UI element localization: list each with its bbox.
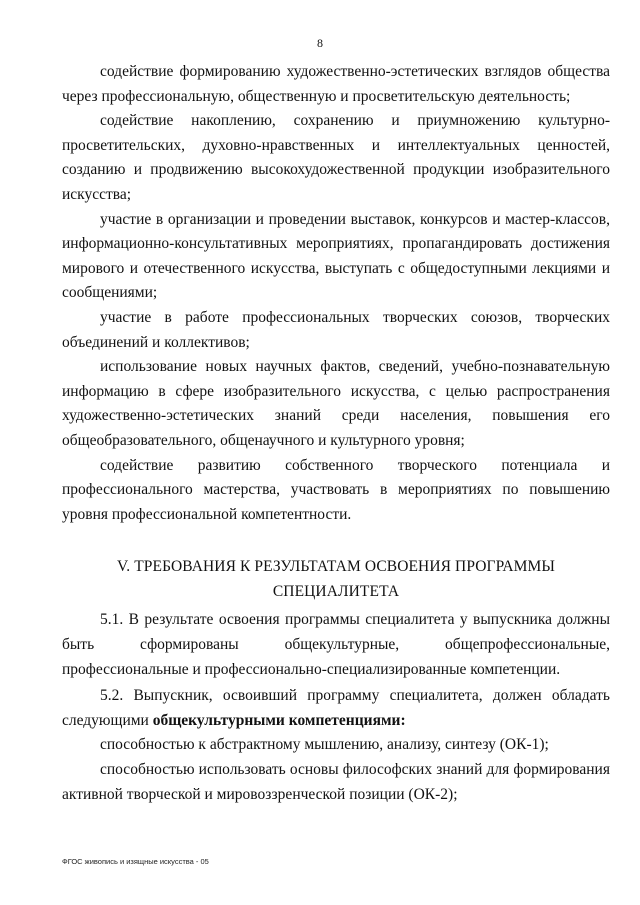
paragraph-5-2-bold: общекультурными компетенциями:: [152, 711, 406, 729]
section-heading-line1: V. ТРЕБОВАНИЯ К РЕЗУЛЬТАТАМ ОСВОЕНИЯ ПРОГРАММЫ: [116, 558, 556, 576]
page-footer: ФГОС живопись и изящные искусства - 05: [62, 857, 209, 866]
document-body: [62, 60, 610, 807]
competency-item: способностью к абстрактному мышлению, анализу, синтезу (ОК-1);: [100, 736, 549, 754]
paragraph: использование новых научных фактов, сведений, учебно-познавательную информацию в сфере изобразительного искусства, с целью распространения художественно-эстетических знаний среди населения, повышения его общеобразовательного, общенаучного и культурного уровня;: [62, 358, 610, 449]
paragraph-5-2: [62, 684, 610, 733]
paragraph: содействие накоплению, сохранению и приумножению культурно-просветительских, духовно-нравственных и интеллектуальных ценностей, созданию и продвижению высокохудожественной продукции изобразительного искусства;: [62, 112, 610, 203]
paragraph: участие в организации и проведении выставок, конкурсов и мастер-классов, информационно-консультативных мероприятиях, пропагандировать достижения мирового и отечественного искусства, выступать с общедоступными лекциями и сообщениями;: [62, 210, 610, 302]
paragraph: участие в работе профессиональных творческих союзов, творческих объединений и коллективов;: [62, 308, 610, 351]
competency-item: способностью использовать основы философских знаний для формирования активной творческой и мировоззренческой позиции (ОК-2);: [62, 761, 610, 803]
paragraph-5-2-lead: 5.2. Выпускник, освоивший программу специалитета, должен обладать следующими: [62, 687, 610, 729]
page-number: 8: [317, 36, 323, 50]
section-heading-line2: СПЕЦИАЛИТЕТА: [272, 582, 400, 600]
paragraph: содействие развитию собственного творческого потенциала и профессионального мастерства, участвовать в мероприятиях по повышению уровня профессиональной компетентности.: [62, 456, 610, 523]
paragraph-5-1: 5.1. В результате освоения программы специалитета у выпускника должны быть сформированы общекультурные, общепрофессиональные, профессиональные и профессионально-специализированные компетенции.: [62, 611, 610, 678]
section-heading: [62, 555, 610, 604]
paragraph: содействие формированию художественно-эстетических взглядов общества через профессиональную, общественную и просветительскую деятельность;: [62, 63, 610, 105]
